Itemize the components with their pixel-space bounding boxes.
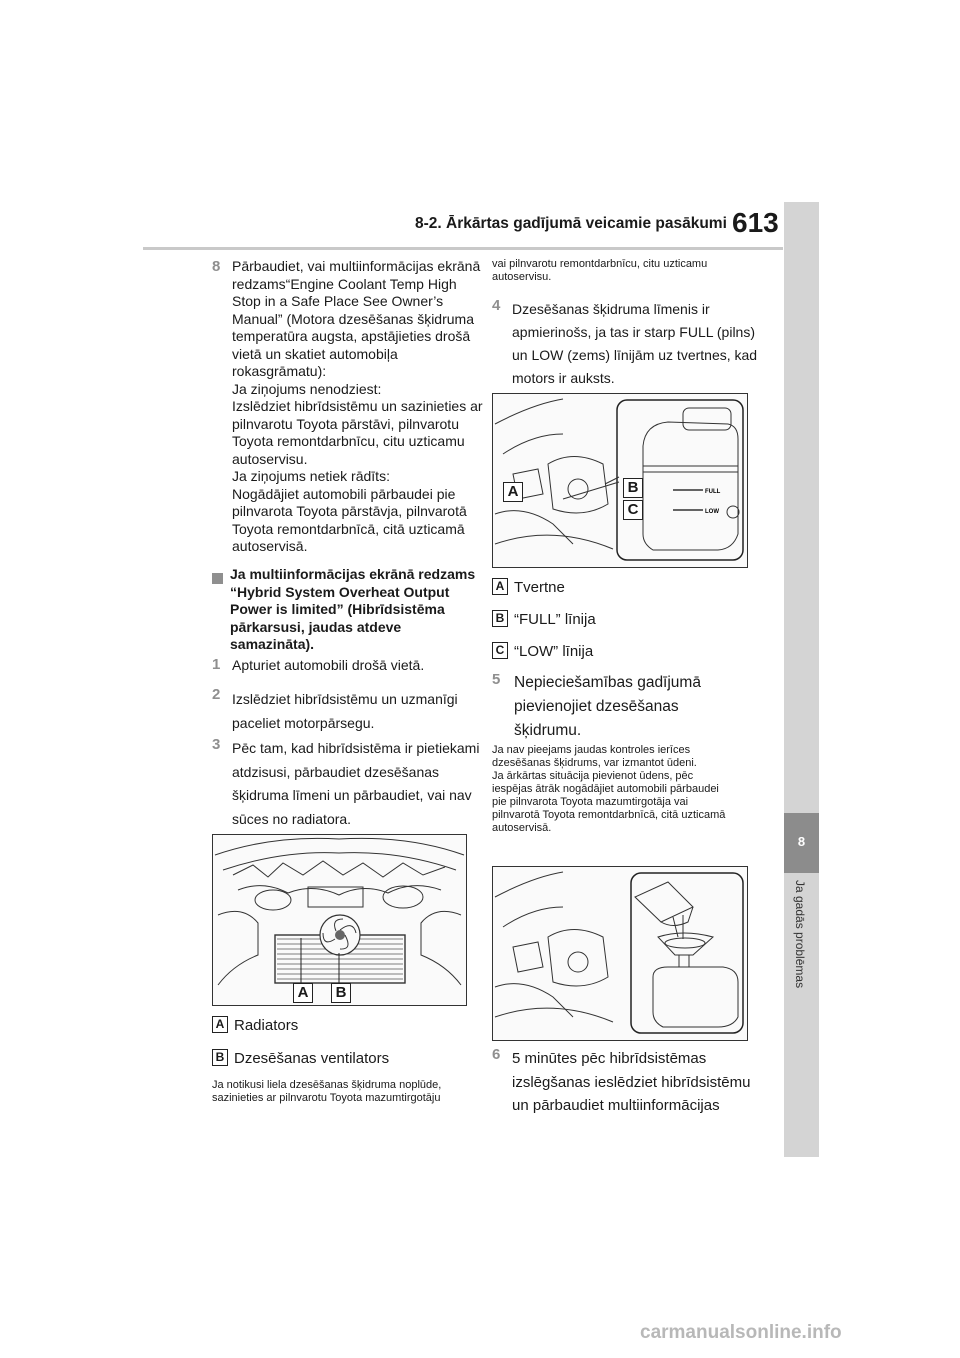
fig2-label-c: C <box>623 500 643 520</box>
legend2-key-c: C <box>492 642 508 659</box>
legend-key-b: B <box>212 1049 228 1066</box>
step-6-text <box>512 1047 750 1118</box>
continued-note <box>492 258 707 284</box>
refill-figure <box>492 866 748 1041</box>
step-8-text <box>232 258 492 556</box>
step-3-line: Pēc tam, kad hibrīdsistēma ir pietiekami <box>232 740 480 756</box>
legend-cooling-fan: Dzesēšanas ventilators <box>234 1050 390 1067</box>
step-8-line: Toyota remontdarbnīcā, citā uzticamā <box>232 520 465 537</box>
reservoir-illustration <box>493 394 747 567</box>
step-4-line: motors ir auksts. <box>512 370 615 386</box>
step-3-line: šķidruma līmeni un pārbaudiet, vai nav <box>232 787 472 803</box>
step-8-line: temperatūra augsta, apstājieties drošā <box>232 328 471 344</box>
step-2-text <box>232 687 458 735</box>
step-6-line: un pārbaudiet multiinformācijas <box>512 1097 720 1114</box>
step-8-number: 8 <box>212 258 221 275</box>
step-8-line: Ja ziņojums nenodziest: <box>232 380 382 397</box>
step-5-text <box>514 671 701 743</box>
step-3-number: 3 <box>212 736 221 753</box>
water-note-line: Ja ārkārtas situācija pievienot ūdens, pēc <box>492 770 694 782</box>
step-2-line: Izslēdziet hibrīdsistēmu un uzmanīgi <box>232 691 458 707</box>
step-8-line: autoservisā. <box>232 538 308 554</box>
legend-radiator: Radiators <box>234 1017 299 1034</box>
chapter-number: 8 <box>797 834 806 849</box>
radiator-illustration <box>213 835 466 1005</box>
step-8-line: Manual” (Motora dzesēšanas šķidruma <box>232 310 474 327</box>
page-number: 613 <box>732 207 779 238</box>
step-3-text <box>232 737 479 831</box>
step-2-number: 2 <box>212 686 221 703</box>
step-1-number: 1 <box>212 656 221 673</box>
fig1-label-b: B <box>331 983 351 1003</box>
step-3-line: atdzisusi, pārbaudiet dzesēšanas <box>232 763 440 780</box>
step-6-line: izslēgšanas ieslēdziet hibrīdsistēmu <box>512 1073 751 1091</box>
step-8-line: Nogādājiet automobili pārbaudei pie <box>232 485 456 502</box>
fig1-label-a: A <box>293 983 313 1003</box>
heading-bullet <box>212 571 223 589</box>
step-5-line: pievienojiet dzesēšanas <box>514 698 679 715</box>
legend2-key-b: B <box>492 610 508 627</box>
fig2-label-b: B <box>623 478 643 498</box>
radiator-figure <box>212 834 467 1006</box>
step-5-line: šķidrumu. <box>514 722 582 739</box>
step-8-line: Toyota remontdarbnīcu, citu uzticamu <box>232 433 465 449</box>
step-8-line: Stop in a Safe Place See Owner’s <box>232 293 444 309</box>
step-8-line: pilnvarotu Toyota pārstāvi, pilnvarotu <box>232 415 459 432</box>
step-2-line: paceliet motorpārsegu. <box>232 715 375 731</box>
water-note-line: autoservisā. <box>492 822 552 834</box>
step-8-line: vietā un skatiet automobiļa <box>232 345 398 362</box>
section-title: 8-2. Ārkārtas gadījumā veicamie pasākumi <box>415 215 727 232</box>
step-8-line: autoservisu. <box>232 450 308 467</box>
legend-reservoir: Tvertne <box>514 579 565 596</box>
step-1-text: Apturiet automobili drošā vietā. <box>232 657 425 673</box>
step-4-line: apmierinošs, ja tas ir starp FULL (pilns) <box>512 324 756 340</box>
water-note-line: pie pilnvarota Toyota mazumtirgotāja vai <box>492 796 689 808</box>
refill-illustration <box>493 867 747 1040</box>
step-5-number: 5 <box>492 671 501 688</box>
fig2-label-a: A <box>503 482 523 502</box>
step-8-line: Pārbaudiet, vai multiinformācijas ekrānā <box>232 258 481 274</box>
step-4-text <box>512 298 757 390</box>
legend-full-line: “FULL” līnija <box>514 611 596 628</box>
step-8-line: Izslēdziet hibrīdsistēmu un sazinieties ar <box>232 398 483 414</box>
heading-line: Ja multiinformācijas ekrānā redzams <box>230 566 476 582</box>
chapter-title: Ja gadās problēmas <box>793 880 807 989</box>
legend-key-a: A <box>212 1016 228 1033</box>
heading-line: pārkarsusi, jaudas atdeve <box>230 618 402 635</box>
step-4-line: Dzesēšanas šķidruma līmenis ir <box>512 301 710 317</box>
step-4-line: un LOW (zems) līnijām uz tvertnes, kad <box>512 347 758 363</box>
step-3-line: sūces no radiatora. <box>232 810 352 827</box>
watermark: carmanualsonline.info <box>640 1322 842 1343</box>
water-note-line: pilnvarotā Toyota remontdarbnīcā, citā uzticamā <box>492 809 726 821</box>
continued-note-line: vai pilnvarotu remontdarbnīcu, citu uzticamu <box>492 258 708 270</box>
leak-note <box>212 1079 441 1105</box>
heading-line: “Hybrid System Overheat Output <box>230 583 450 600</box>
step-4-number: 4 <box>492 297 501 314</box>
full-mark: FULL <box>705 489 721 495</box>
step-8-line: Ja ziņojums netiek rādīts: <box>232 468 390 484</box>
water-note-line: Ja nav pieejams jaudas kontroles ierīces <box>492 744 691 756</box>
step-8-line: rokasgrāmatu): <box>232 363 327 379</box>
low-mark: LOW <box>705 509 719 515</box>
water-note-line: iespējas ātrāk nogādājiet automobili pārbaudei <box>492 783 719 795</box>
heading-line: Power is limited” (Hibrīdsistēma <box>230 601 445 617</box>
step-6-number: 6 <box>492 1046 501 1063</box>
leak-note-line: sazinieties ar pilnvarotu Toyota mazumtirgotāju <box>212 1092 441 1104</box>
step-6-line: 5 minūtes pēc hibrīdsistēmas <box>512 1050 707 1067</box>
step-5-line: Nepieciešamības gadījumā <box>514 674 701 691</box>
heading-line: samazināta). <box>230 636 315 652</box>
reservoir-figure <box>492 393 748 568</box>
step-8-line: pilnvarota Toyota pārstāvja, pilnvarotā <box>232 503 467 519</box>
header-rule <box>143 247 783 250</box>
section-heading <box>230 566 490 654</box>
legend2-key-a: A <box>492 578 508 595</box>
side-tab-strip <box>784 202 819 1157</box>
leak-note-line: Ja notikusi liela dzesēšanas šķidruma noplūde, <box>212 1079 442 1091</box>
water-note-line: dzesēšanas šķidrums, var izmantot ūdeni. <box>492 757 697 769</box>
continued-note-line: autoservisu. <box>492 271 552 283</box>
legend-low-line: “LOW” līnija <box>514 643 594 660</box>
water-note <box>492 744 725 835</box>
step-8-line: redzams“Engine Coolant Temp High <box>232 275 457 292</box>
